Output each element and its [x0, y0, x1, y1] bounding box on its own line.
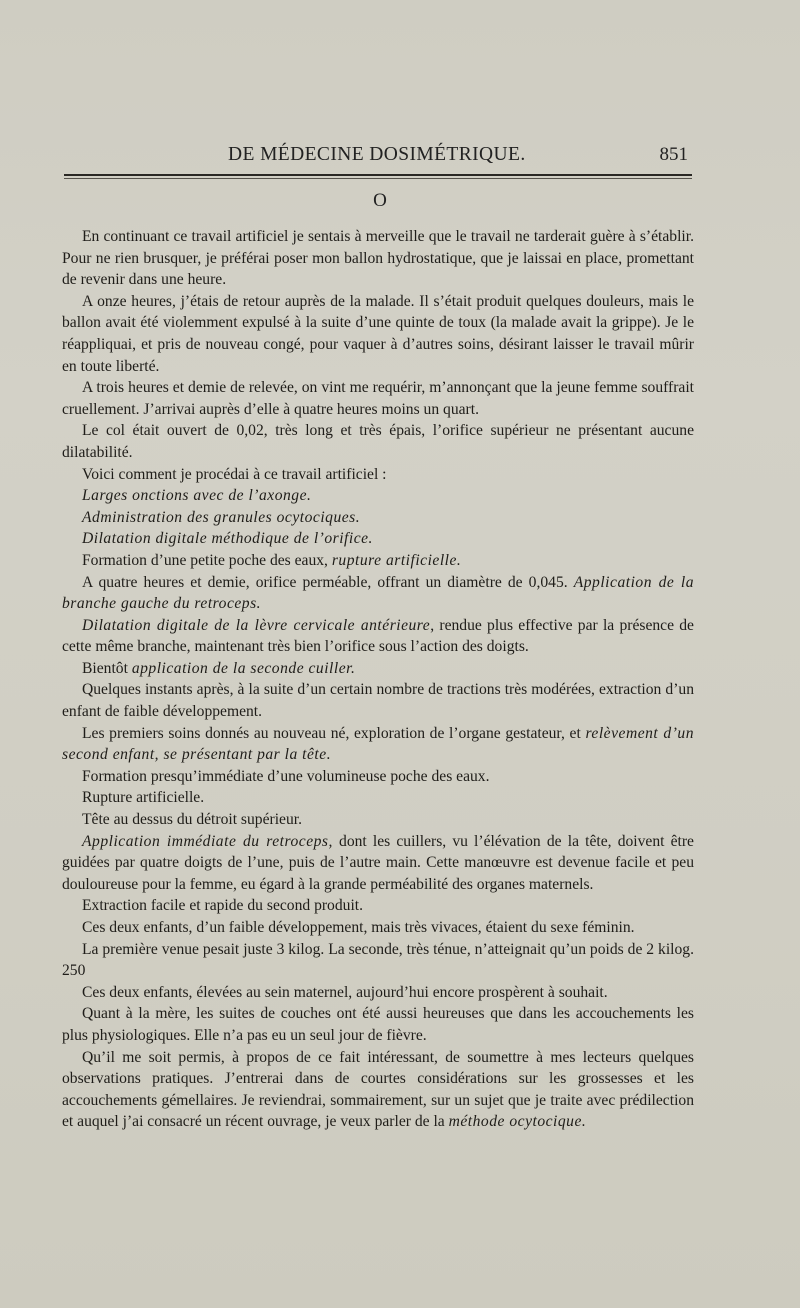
- header-rule-thin: [64, 178, 692, 179]
- paragraph: [62, 766, 694, 788]
- paragraph: [62, 982, 694, 1004]
- text-run: Extraction facile et rapide du second produit.: [82, 897, 364, 915]
- italic-text: méthode ocytocique.: [448, 1113, 587, 1131]
- paragraph: [62, 679, 694, 722]
- italic-text: Dilatation digitale de la lèvre cervicale antérieure: [82, 616, 431, 634]
- italic-text: application de la seconde cuiller.: [131, 659, 356, 677]
- paragraph: [62, 528, 694, 550]
- text-run: Quant à la mère, les suites de couches ont été aussi heureuses que dans les accouchements les plus physiologiques. Elle n’a pas eu un seul jour de fièvre.: [62, 1005, 694, 1044]
- paragraph: [62, 507, 694, 529]
- paragraph: [62, 377, 694, 420]
- paragraph: [62, 572, 694, 615]
- text-run: Ces deux enfants, d’un faible développement, mais très vivaces, étaient du sexe féminin.: [82, 919, 635, 936]
- text-run: Le col était ouvert de 0,02, très long et très épais, l’orifice supérieur ne présentant aucune dilatabilité.: [62, 422, 694, 461]
- page-header: [228, 144, 688, 170]
- paragraph: [62, 939, 694, 982]
- text-run: En continuant ce travail artificiel je sentais à merveille que le travail ne tarderait guère à s’établir. Pour ne rien brusquer, je préférai poser mon ballon hydrostatique, que je laissai en place, promettant de revenir dans une heure.: [62, 228, 694, 289]
- italic-text: relèvement d’un second enfant, se présentant par la tête.: [62, 724, 694, 764]
- paragraph: [62, 485, 694, 507]
- paragraph: [62, 550, 694, 572]
- text-run: Rupture artificielle.: [82, 789, 205, 807]
- paragraph: [62, 895, 694, 917]
- paragraph: [62, 723, 694, 766]
- text-run: dont les cuillers, vu l’élévation de la tête, doivent être guidées par quatre doigts de l’une, puis de l’autre main. Cette manœuvre est devenue facile et peu douloureuse pour la femme, eu égard à la grande perméabilité des organes maternels.: [62, 832, 694, 893]
- paragraph: [62, 615, 694, 658]
- italic-text: Dilatation digitale méthodique de l’orifice.: [82, 530, 373, 548]
- italic-text: rupture artificielle.: [331, 551, 462, 569]
- paragraph: [62, 464, 694, 486]
- text-run: A onze heures, j’étais de retour auprès de la malade. Il s’était produit quelques douleurs, mais le ballon avait été violemment expulsé à la suite d’une quinte de toux (la malade avait la grippe). Je le réappliquai, et pris de nouveau congé, pour vaquer à d’autres soins, désirant laisser le travail mûrir en toute liberté.: [62, 292, 694, 375]
- paragraph: [62, 787, 694, 809]
- paragraph: [62, 1047, 694, 1133]
- section-heading: O: [373, 190, 387, 211]
- italic-text: Larges onctions avec de l’axonge.: [82, 487, 312, 505]
- header-rule: [64, 174, 692, 176]
- text-run: Qu’il me soit permis, à propos de ce fait intéressant, de soumettre à mes lecteurs quelques observations pratiques. J’entrerai dans de courtes considérations sur les grossesses et les accouchements gémellaires. Je reviendrai, sommairement, sur un sujet que je traite avec prédilection et auquel j’ai consacré un récent ouvrage, je veux parler de la: [62, 1048, 694, 1131]
- page-number: 851: [659, 144, 688, 165]
- running-title: DE MÉDECINE DOSIMÉTRIQUE.: [228, 144, 526, 165]
- text-run: Formation d’une petite poche des eaux,: [82, 551, 332, 569]
- paragraph: [62, 1003, 694, 1046]
- paragraph: [62, 658, 694, 680]
- text-run: , rendue plus effective par la présence de cette même branche, maintenant très bien l’orifice sous l’action des doigts.: [62, 616, 694, 656]
- paragraph: [62, 917, 694, 939]
- text-run: Quelques instants après, à la suite d’un certain nombre de tractions très modérées, extraction d’un enfant de faible développement.: [62, 681, 694, 721]
- italic-text: Administration des granules ocytociques.: [82, 508, 361, 526]
- paragraph: [62, 226, 694, 291]
- text-run: Les premiers soins donnés au nouveau né, exploration de l’organe gestateur, et: [82, 724, 586, 742]
- text-run: Voici comment je procédai à ce travail artificiel :: [82, 465, 387, 483]
- paragraph: [62, 291, 694, 377]
- italic-text: Application immédiate du retroceps,: [82, 832, 333, 850]
- paragraph: [62, 420, 694, 463]
- text-run: Bientôt: [82, 659, 132, 677]
- text-run: Formation presqu’immédiate d’une volumineuse poche des eaux.: [82, 767, 490, 785]
- text-run: Ces deux enfants, élevées au sein maternel, aujourd’hui encore prospèrent à souhait.: [82, 983, 608, 1001]
- body-text: [62, 226, 694, 1133]
- italic-text: Application de la branche gauche du retroceps.: [62, 573, 694, 613]
- text-run: A trois heures et demie de relevée, on vint me requérir, m’annonçant que la jeune femme souffrait cruellement. J’arrivai auprès d’elle à quatre heures moins un quart.: [62, 379, 694, 418]
- paragraph: [62, 831, 694, 896]
- text-run: La première venue pesait juste 3 kilog. La seconde, très ténue, n’atteignait qu’un poids de 2 kilog. 250: [62, 940, 694, 980]
- text-run: A quatre heures et demie, orifice perméable, offrant un diamètre de 0,045.: [82, 573, 574, 591]
- text-run: Tête au dessus du détroit supérieur.: [82, 811, 302, 829]
- paragraph: [62, 809, 694, 831]
